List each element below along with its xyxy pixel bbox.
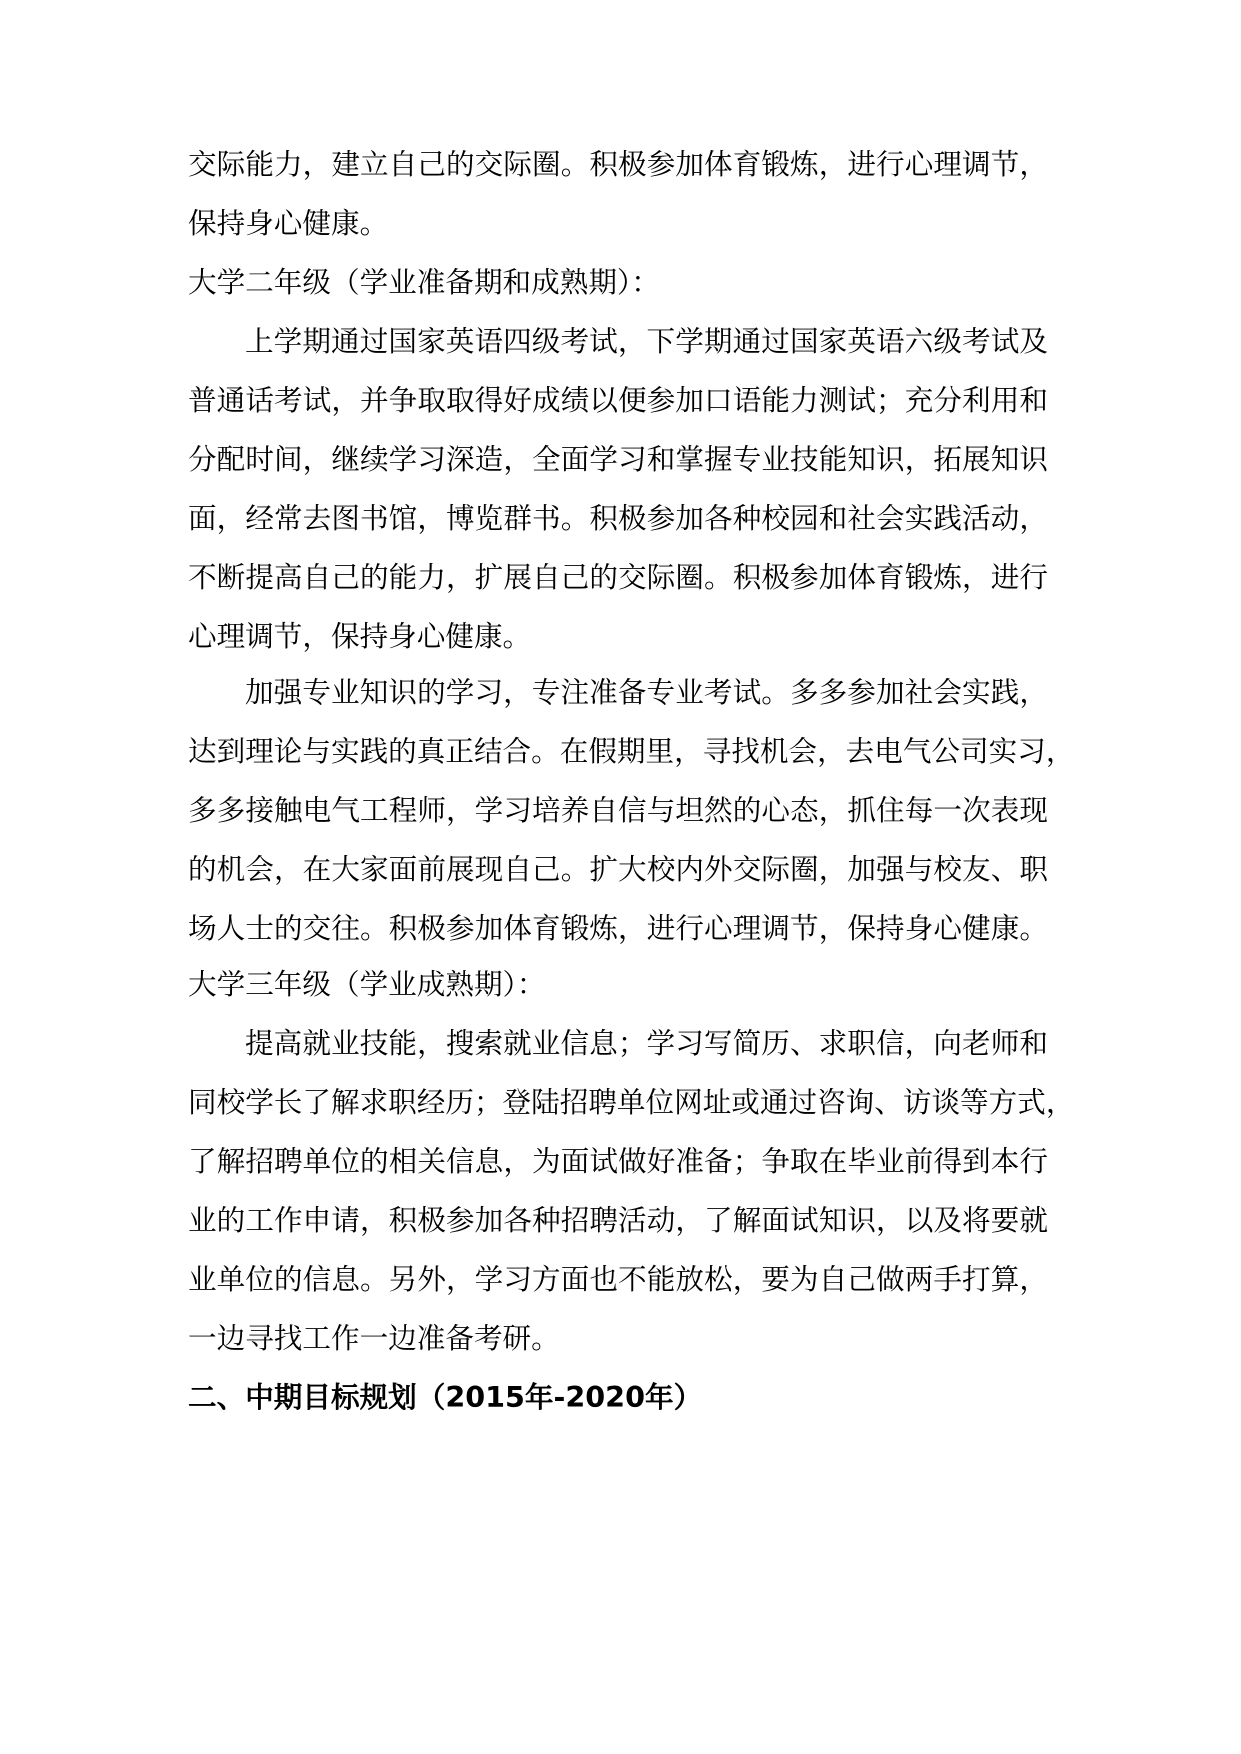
- section-heading: 二、中期目标规划（2015年-2020年）: [188, 1380, 703, 1414]
- paragraph-line: 场人士的交往。积极参加体育锻炼，进行心理调节，保持身心健康。: [188, 911, 1048, 945]
- paragraph-line: 上学期通过国家英语四级考试，下学期通过国家英语六级考试及: [245, 324, 1048, 358]
- paragraph-line: 同校学长了解求职经历；登陆招聘单位网址或通过咨询、访谈等方式，: [188, 1085, 1075, 1119]
- paragraph-line: 分配时间，继续学习深造，全面学习和掌握专业技能知识，拓展知识: [188, 442, 1048, 476]
- paragraph-line: 不断提高自己的能力，扩展自己的交际圈。积极参加体育锻炼，进行: [188, 560, 1048, 594]
- paragraph-line: 业的工作申请，积极参加各种招聘活动，了解面试知识，以及将要就: [188, 1203, 1048, 1237]
- section-title-year3: 大学三年级（学业成熟期）：: [188, 967, 546, 1001]
- paragraph-line: 心理调节，保持身心健康。: [188, 619, 532, 653]
- paragraph-line: 多多接触电气工程师，学习培养自信与坦然的心态，抓住每一次表现: [188, 793, 1048, 827]
- paragraph-line: 提高就业技能，搜索就业信息；学习写简历、求职信，向老师和: [245, 1026, 1048, 1060]
- paragraph-line: 加强专业知识的学习，专注准备专业考试。多多参加社会实践，: [245, 675, 1048, 709]
- paragraph-line: 普通话考试，并争取取得好成绩以便参加口语能力测试；充分利用和: [188, 383, 1048, 417]
- paragraph-line: 一边寻找工作一边准备考研。: [188, 1321, 560, 1355]
- paragraph-line: 面，经常去图书馆，博览群书。积极参加各种校园和社会实践活动，: [188, 501, 1048, 535]
- paragraph-line: 保持身心健康。: [188, 206, 389, 240]
- paragraph-line: 的机会，在大家面前展现自己。扩大校内外交际圈，加强与校友、职: [188, 852, 1048, 886]
- paragraph-line: 达到理论与实践的真正结合。在假期里，寻找机会，去电气公司实习，: [188, 734, 1075, 768]
- section-title-year2: 大学二年级（学业准备期和成熟期）：: [188, 265, 660, 299]
- paragraph-line: 交际能力，建立自己的交际圈。积极参加体育锻炼，进行心理调节，: [188, 147, 1048, 181]
- paragraph-line: 了解招聘单位的相关信息，为面试做好准备；争取在毕业前得到本行: [188, 1144, 1048, 1178]
- paragraph-line: 业单位的信息。另外，学习方面也不能放松，要为自己做两手打算，: [188, 1262, 1048, 1296]
